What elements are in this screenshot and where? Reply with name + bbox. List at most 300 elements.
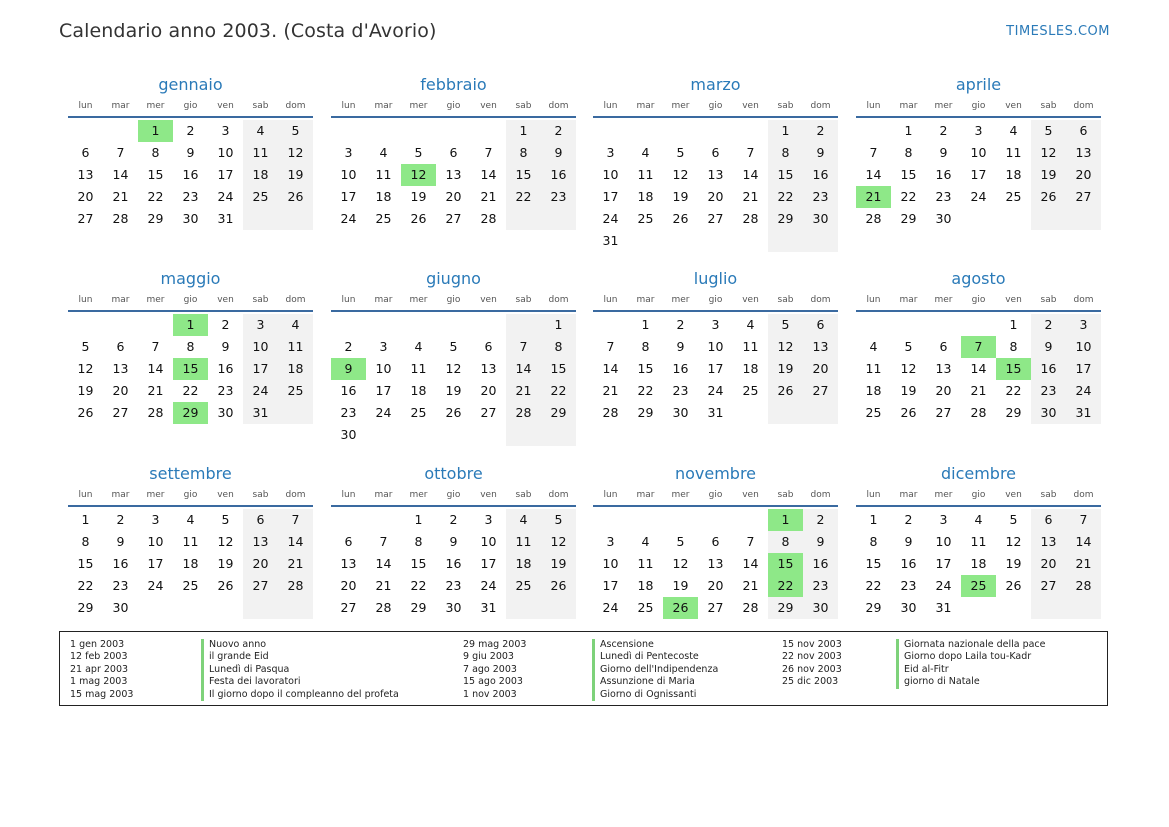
day-cell[interactable]: 25 xyxy=(278,380,313,402)
day-cell[interactable]: 7 xyxy=(1066,509,1101,531)
day-cell[interactable]: 23 xyxy=(803,186,838,208)
day-cell[interactable]: 27 xyxy=(340,600,357,615)
day-cell[interactable]: 9 xyxy=(676,339,685,354)
day-cell[interactable]: 16 xyxy=(541,164,576,186)
day-cell[interactable]: 12 xyxy=(672,556,689,571)
day-cell[interactable]: 20 xyxy=(445,189,462,204)
holiday-day-cell[interactable]: 26 xyxy=(663,597,698,619)
day-cell[interactable]: 7 xyxy=(379,534,388,549)
day-cell[interactable]: 22 xyxy=(541,380,576,402)
day-cell[interactable]: 4 xyxy=(379,145,388,160)
day-cell[interactable]: 30 xyxy=(803,597,838,619)
day-cell[interactable]: 25 xyxy=(637,211,654,226)
day-cell[interactable]: 8 xyxy=(186,339,195,354)
day-cell[interactable]: 1 xyxy=(869,512,878,527)
day-cell[interactable]: 20 xyxy=(112,383,129,398)
day-cell[interactable]: 19 xyxy=(278,164,313,186)
day-cell[interactable]: 13 xyxy=(707,556,724,571)
day-cell[interactable]: 3 xyxy=(243,314,278,336)
day-cell[interactable]: 23 xyxy=(900,578,917,593)
day-cell[interactable]: 5 xyxy=(81,339,90,354)
day-cell[interactable]: 31 xyxy=(602,233,619,248)
day-cell[interactable]: 16 xyxy=(1031,358,1066,380)
day-cell[interactable]: 29 xyxy=(1005,405,1022,420)
day-cell[interactable]: 5 xyxy=(904,339,913,354)
day-cell[interactable]: 22 xyxy=(410,578,427,593)
day-cell[interactable]: 11 xyxy=(375,167,392,182)
day-cell[interactable]: 6 xyxy=(1066,120,1101,142)
day-cell[interactable]: 23 xyxy=(935,189,952,204)
day-cell[interactable]: 31 xyxy=(707,405,724,420)
day-cell[interactable]: 7 xyxy=(506,336,541,358)
day-cell[interactable]: 3 xyxy=(1066,314,1101,336)
day-cell[interactable]: 8 xyxy=(541,336,576,358)
day-cell[interactable]: 15 xyxy=(506,164,541,186)
day-cell[interactable]: 17 xyxy=(340,189,357,204)
day-cell[interactable]: 11 xyxy=(410,361,427,376)
day-cell[interactable]: 27 xyxy=(803,380,838,402)
day-cell[interactable]: 6 xyxy=(1031,509,1066,531)
day-cell[interactable]: 12 xyxy=(1005,534,1022,549)
day-cell[interactable]: 16 xyxy=(672,361,689,376)
day-cell[interactable]: 24 xyxy=(707,383,724,398)
day-cell[interactable]: 31 xyxy=(935,600,952,615)
day-cell[interactable]: 31 xyxy=(243,402,278,424)
day-cell[interactable]: 29 xyxy=(77,600,94,615)
day-cell[interactable]: 14 xyxy=(602,361,619,376)
day-cell[interactable]: 4 xyxy=(1009,123,1018,138)
day-cell[interactable]: 5 xyxy=(676,145,685,160)
day-cell[interactable]: 11 xyxy=(182,534,199,549)
day-cell[interactable]: 30 xyxy=(672,405,689,420)
day-cell[interactable]: 8 xyxy=(768,142,803,164)
day-cell[interactable]: 12 xyxy=(1031,142,1066,164)
brand-link[interactable]: TIMESLES.COM xyxy=(1006,24,1110,39)
day-cell[interactable]: 10 xyxy=(480,534,497,549)
day-cell[interactable]: 30 xyxy=(803,208,838,230)
day-cell[interactable]: 25 xyxy=(243,186,278,208)
day-cell[interactable]: 14 xyxy=(970,361,987,376)
day-cell[interactable]: 12 xyxy=(217,534,234,549)
day-cell[interactable]: 27 xyxy=(480,405,497,420)
day-cell[interactable]: 9 xyxy=(803,142,838,164)
holiday-day-cell[interactable]: 15 xyxy=(173,358,208,380)
day-cell[interactable]: 21 xyxy=(1066,553,1101,575)
day-cell[interactable]: 28 xyxy=(147,405,164,420)
day-cell[interactable]: 20 xyxy=(1031,553,1066,575)
day-cell[interactable]: 3 xyxy=(606,145,615,160)
day-cell[interactable]: 5 xyxy=(541,509,576,531)
day-cell[interactable]: 28 xyxy=(742,600,759,615)
day-cell[interactable]: 20 xyxy=(77,189,94,204)
day-cell[interactable]: 25 xyxy=(506,575,541,597)
day-cell[interactable]: 17 xyxy=(375,383,392,398)
holiday-day-cell[interactable]: 12 xyxy=(401,164,436,186)
day-cell[interactable]: 18 xyxy=(637,578,654,593)
day-cell[interactable]: 20 xyxy=(803,358,838,380)
day-cell[interactable]: 25 xyxy=(865,405,882,420)
day-cell[interactable]: 24 xyxy=(375,405,392,420)
day-cell[interactable]: 18 xyxy=(742,361,759,376)
day-cell[interactable]: 23 xyxy=(1031,380,1066,402)
day-cell[interactable]: 4 xyxy=(186,512,195,527)
holiday-day-cell[interactable]: 7 xyxy=(961,336,996,358)
day-cell[interactable]: 23 xyxy=(803,575,838,597)
day-cell[interactable]: 16 xyxy=(445,556,462,571)
day-cell[interactable]: 18 xyxy=(865,383,882,398)
day-cell[interactable]: 9 xyxy=(1031,336,1066,358)
day-cell[interactable]: 30 xyxy=(112,600,129,615)
day-cell[interactable]: 3 xyxy=(939,512,948,527)
day-cell[interactable]: 18 xyxy=(278,358,313,380)
day-cell[interactable]: 31 xyxy=(480,600,497,615)
day-cell[interactable]: 18 xyxy=(182,556,199,571)
day-cell[interactable]: 31 xyxy=(1066,402,1101,424)
day-cell[interactable]: 27 xyxy=(445,211,462,226)
day-cell[interactable]: 3 xyxy=(484,512,493,527)
day-cell[interactable]: 23 xyxy=(541,186,576,208)
day-cell[interactable]: 14 xyxy=(742,556,759,571)
day-cell[interactable]: 5 xyxy=(414,145,423,160)
day-cell[interactable]: 3 xyxy=(606,534,615,549)
day-cell[interactable]: 13 xyxy=(480,361,497,376)
day-cell[interactable]: 26 xyxy=(900,405,917,420)
day-cell[interactable]: 22 xyxy=(506,186,541,208)
day-cell[interactable]: 24 xyxy=(243,380,278,402)
day-cell[interactable]: 13 xyxy=(1066,142,1101,164)
day-cell[interactable]: 15 xyxy=(768,164,803,186)
day-cell[interactable]: 26 xyxy=(672,211,689,226)
day-cell[interactable]: 19 xyxy=(1005,556,1022,571)
day-cell[interactable]: 27 xyxy=(1031,575,1066,597)
day-cell[interactable]: 18 xyxy=(970,556,987,571)
day-cell[interactable]: 17 xyxy=(217,167,234,182)
day-cell[interactable]: 22 xyxy=(637,383,654,398)
day-cell[interactable]: 30 xyxy=(445,600,462,615)
day-cell[interactable]: 20 xyxy=(1066,164,1101,186)
day-cell[interactable]: 30 xyxy=(217,405,234,420)
day-cell[interactable]: 1 xyxy=(1009,317,1018,332)
holiday-day-cell[interactable]: 1 xyxy=(173,314,208,336)
day-cell[interactable]: 17 xyxy=(935,556,952,571)
day-cell[interactable]: 3 xyxy=(711,317,720,332)
day-cell[interactable]: 10 xyxy=(602,167,619,182)
day-cell[interactable]: 9 xyxy=(541,142,576,164)
day-cell[interactable]: 4 xyxy=(414,339,423,354)
day-cell[interactable]: 25 xyxy=(637,600,654,615)
day-cell[interactable]: 28 xyxy=(970,405,987,420)
day-cell[interactable]: 13 xyxy=(112,361,129,376)
day-cell[interactable]: 29 xyxy=(865,600,882,615)
day-cell[interactable]: 11 xyxy=(506,531,541,553)
day-cell[interactable]: 23 xyxy=(182,189,199,204)
day-cell[interactable]: 12 xyxy=(77,361,94,376)
day-cell[interactable]: 24 xyxy=(480,578,497,593)
day-cell[interactable]: 4 xyxy=(243,120,278,142)
day-cell[interactable]: 24 xyxy=(970,189,987,204)
day-cell[interactable]: 12 xyxy=(900,361,917,376)
day-cell[interactable]: 28 xyxy=(1066,575,1101,597)
day-cell[interactable]: 29 xyxy=(637,405,654,420)
day-cell[interactable]: 10 xyxy=(243,336,278,358)
day-cell[interactable]: 26 xyxy=(768,380,803,402)
day-cell[interactable]: 13 xyxy=(707,167,724,182)
day-cell[interactable]: 24 xyxy=(147,578,164,593)
day-cell[interactable]: 27 xyxy=(243,575,278,597)
day-cell[interactable]: 9 xyxy=(939,145,948,160)
day-cell[interactable]: 5 xyxy=(1031,120,1066,142)
day-cell[interactable]: 27 xyxy=(1066,186,1101,208)
day-cell[interactable]: 21 xyxy=(742,578,759,593)
day-cell[interactable]: 10 xyxy=(935,534,952,549)
day-cell[interactable]: 14 xyxy=(865,167,882,182)
day-cell[interactable]: 16 xyxy=(340,383,357,398)
day-cell[interactable]: 14 xyxy=(506,358,541,380)
day-cell[interactable]: 7 xyxy=(606,339,615,354)
day-cell[interactable]: 27 xyxy=(112,405,129,420)
day-cell[interactable]: 24 xyxy=(935,578,952,593)
day-cell[interactable]: 4 xyxy=(641,534,650,549)
holiday-day-cell[interactable]: 22 xyxy=(768,575,803,597)
day-cell[interactable]: 9 xyxy=(186,145,195,160)
day-cell[interactable]: 6 xyxy=(344,534,353,549)
day-cell[interactable]: 2 xyxy=(939,123,948,138)
day-cell[interactable]: 5 xyxy=(278,120,313,142)
day-cell[interactable]: 21 xyxy=(480,189,497,204)
day-cell[interactable]: 19 xyxy=(672,578,689,593)
day-cell[interactable]: 3 xyxy=(379,339,388,354)
day-cell[interactable]: 22 xyxy=(900,189,917,204)
day-cell[interactable]: 26 xyxy=(445,405,462,420)
day-cell[interactable]: 2 xyxy=(803,120,838,142)
day-cell[interactable]: 16 xyxy=(182,167,199,182)
day-cell[interactable]: 13 xyxy=(340,556,357,571)
day-cell[interactable]: 22 xyxy=(1005,383,1022,398)
day-cell[interactable]: 16 xyxy=(935,167,952,182)
day-cell[interactable]: 28 xyxy=(480,211,497,226)
day-cell[interactable]: 29 xyxy=(410,600,427,615)
day-cell[interactable]: 27 xyxy=(707,600,724,615)
day-cell[interactable]: 23 xyxy=(112,578,129,593)
day-cell[interactable]: 31 xyxy=(217,211,234,226)
day-cell[interactable]: 19 xyxy=(1031,164,1066,186)
day-cell[interactable]: 30 xyxy=(935,211,952,226)
day-cell[interactable]: 13 xyxy=(445,167,462,182)
day-cell[interactable]: 10 xyxy=(602,556,619,571)
day-cell[interactable]: 17 xyxy=(243,358,278,380)
day-cell[interactable]: 29 xyxy=(541,402,576,424)
day-cell[interactable]: 25 xyxy=(742,383,759,398)
day-cell[interactable]: 28 xyxy=(506,402,541,424)
day-cell[interactable]: 13 xyxy=(77,167,94,182)
day-cell[interactable]: 10 xyxy=(375,361,392,376)
day-cell[interactable]: 18 xyxy=(375,189,392,204)
day-cell[interactable]: 28 xyxy=(865,211,882,226)
day-cell[interactable]: 10 xyxy=(340,167,357,182)
day-cell[interactable]: 12 xyxy=(541,531,576,553)
day-cell[interactable]: 25 xyxy=(410,405,427,420)
day-cell[interactable]: 18 xyxy=(243,164,278,186)
day-cell[interactable]: 18 xyxy=(506,553,541,575)
day-cell[interactable]: 24 xyxy=(602,600,619,615)
day-cell[interactable]: 17 xyxy=(147,556,164,571)
day-cell[interactable]: 15 xyxy=(541,358,576,380)
day-cell[interactable]: 10 xyxy=(1066,336,1101,358)
day-cell[interactable]: 3 xyxy=(151,512,160,527)
day-cell[interactable]: 2 xyxy=(344,339,353,354)
day-cell[interactable]: 23 xyxy=(672,383,689,398)
day-cell[interactable]: 15 xyxy=(637,361,654,376)
day-cell[interactable]: 24 xyxy=(1066,380,1101,402)
day-cell[interactable]: 21 xyxy=(742,189,759,204)
day-cell[interactable]: 10 xyxy=(217,145,234,160)
day-cell[interactable]: 16 xyxy=(112,556,129,571)
day-cell[interactable]: 2 xyxy=(904,512,913,527)
day-cell[interactable]: 21 xyxy=(602,383,619,398)
day-cell[interactable]: 6 xyxy=(81,145,90,160)
day-cell[interactable]: 26 xyxy=(541,575,576,597)
day-cell[interactable]: 4 xyxy=(869,339,878,354)
day-cell[interactable]: 20 xyxy=(707,189,724,204)
day-cell[interactable]: 13 xyxy=(243,531,278,553)
day-cell[interactable]: 12 xyxy=(445,361,462,376)
day-cell[interactable]: 7 xyxy=(746,534,755,549)
day-cell[interactable]: 11 xyxy=(970,534,987,549)
day-cell[interactable]: 19 xyxy=(445,383,462,398)
day-cell[interactable]: 22 xyxy=(77,578,94,593)
day-cell[interactable]: 10 xyxy=(707,339,724,354)
holiday-day-cell[interactable]: 21 xyxy=(856,186,891,208)
day-cell[interactable]: 1 xyxy=(904,123,913,138)
day-cell[interactable]: 8 xyxy=(151,145,160,160)
day-cell[interactable]: 24 xyxy=(602,211,619,226)
day-cell[interactable]: 11 xyxy=(243,142,278,164)
day-cell[interactable]: 23 xyxy=(340,405,357,420)
day-cell[interactable]: 12 xyxy=(278,142,313,164)
day-cell[interactable]: 11 xyxy=(1005,145,1022,160)
day-cell[interactable]: 8 xyxy=(641,339,650,354)
day-cell[interactable]: 26 xyxy=(217,578,234,593)
day-cell[interactable]: 30 xyxy=(182,211,199,226)
day-cell[interactable]: 1 xyxy=(506,120,541,142)
day-cell[interactable]: 14 xyxy=(147,361,164,376)
day-cell[interactable]: 14 xyxy=(1066,531,1101,553)
day-cell[interactable]: 14 xyxy=(742,167,759,182)
day-cell[interactable]: 2 xyxy=(541,120,576,142)
day-cell[interactable]: 6 xyxy=(803,314,838,336)
day-cell[interactable]: 28 xyxy=(375,600,392,615)
holiday-day-cell[interactable]: 15 xyxy=(768,553,803,575)
day-cell[interactable]: 14 xyxy=(375,556,392,571)
day-cell[interactable]: 6 xyxy=(449,145,458,160)
holiday-day-cell[interactable]: 25 xyxy=(961,575,996,597)
day-cell[interactable]: 16 xyxy=(803,553,838,575)
day-cell[interactable]: 19 xyxy=(410,189,427,204)
day-cell[interactable]: 1 xyxy=(414,512,423,527)
day-cell[interactable]: 14 xyxy=(112,167,129,182)
day-cell[interactable]: 2 xyxy=(116,512,125,527)
day-cell[interactable]: 26 xyxy=(1005,578,1022,593)
day-cell[interactable]: 4 xyxy=(974,512,983,527)
day-cell[interactable]: 16 xyxy=(900,556,917,571)
day-cell[interactable]: 20 xyxy=(480,383,497,398)
day-cell[interactable]: 5 xyxy=(676,534,685,549)
day-cell[interactable]: 3 xyxy=(974,123,983,138)
day-cell[interactable]: 30 xyxy=(340,427,357,442)
day-cell[interactable]: 16 xyxy=(803,164,838,186)
day-cell[interactable]: 9 xyxy=(449,534,458,549)
day-cell[interactable]: 11 xyxy=(637,556,654,571)
day-cell[interactable]: 6 xyxy=(711,145,720,160)
day-cell[interactable]: 3 xyxy=(221,123,230,138)
holiday-day-cell[interactable]: 9 xyxy=(331,358,366,380)
day-cell[interactable]: 19 xyxy=(77,383,94,398)
day-cell[interactable]: 17 xyxy=(1066,358,1101,380)
day-cell[interactable]: 1 xyxy=(541,314,576,336)
day-cell[interactable]: 28 xyxy=(278,575,313,597)
day-cell[interactable]: 18 xyxy=(1005,167,1022,182)
day-cell[interactable]: 27 xyxy=(935,405,952,420)
holiday-day-cell[interactable]: 1 xyxy=(768,509,803,531)
day-cell[interactable]: 15 xyxy=(865,556,882,571)
day-cell[interactable]: 21 xyxy=(147,383,164,398)
day-cell[interactable]: 14 xyxy=(278,531,313,553)
day-cell[interactable]: 11 xyxy=(865,361,882,376)
day-cell[interactable]: 4 xyxy=(506,509,541,531)
day-cell[interactable]: 26 xyxy=(410,211,427,226)
day-cell[interactable]: 13 xyxy=(803,336,838,358)
day-cell[interactable]: 8 xyxy=(869,534,878,549)
day-cell[interactable]: 21 xyxy=(112,189,129,204)
day-cell[interactable]: 9 xyxy=(116,534,125,549)
day-cell[interactable]: 7 xyxy=(116,145,125,160)
day-cell[interactable]: 26 xyxy=(278,186,313,208)
day-cell[interactable]: 12 xyxy=(768,336,803,358)
day-cell[interactable]: 10 xyxy=(970,145,987,160)
day-cell[interactable]: 23 xyxy=(445,578,462,593)
day-cell[interactable]: 6 xyxy=(939,339,948,354)
day-cell[interactable]: 15 xyxy=(900,167,917,182)
day-cell[interactable]: 7 xyxy=(151,339,160,354)
day-cell[interactable]: 2 xyxy=(803,509,838,531)
day-cell[interactable]: 28 xyxy=(742,211,759,226)
day-cell[interactable]: 8 xyxy=(1009,339,1018,354)
day-cell[interactable]: 6 xyxy=(243,509,278,531)
day-cell[interactable]: 3 xyxy=(344,145,353,160)
day-cell[interactable]: 7 xyxy=(869,145,878,160)
day-cell[interactable]: 11 xyxy=(278,336,313,358)
day-cell[interactable]: 17 xyxy=(602,578,619,593)
day-cell[interactable]: 2 xyxy=(186,123,195,138)
day-cell[interactable]: 27 xyxy=(707,211,724,226)
day-cell[interactable]: 16 xyxy=(217,361,234,376)
day-cell[interactable]: 29 xyxy=(768,597,803,619)
day-cell[interactable]: 21 xyxy=(278,553,313,575)
day-cell[interactable]: 25 xyxy=(1005,189,1022,204)
day-cell[interactable]: 14 xyxy=(480,167,497,182)
day-cell[interactable]: 19 xyxy=(217,556,234,571)
day-cell[interactable]: 7 xyxy=(278,509,313,531)
day-cell[interactable]: 4 xyxy=(641,145,650,160)
day-cell[interactable]: 15 xyxy=(77,556,94,571)
day-cell[interactable]: 8 xyxy=(904,145,913,160)
day-cell[interactable]: 2 xyxy=(449,512,458,527)
day-cell[interactable]: 19 xyxy=(768,358,803,380)
day-cell[interactable]: 13 xyxy=(935,361,952,376)
day-cell[interactable]: 1 xyxy=(641,317,650,332)
holiday-day-cell[interactable]: 15 xyxy=(996,358,1031,380)
holiday-day-cell[interactable]: 1 xyxy=(138,120,173,142)
